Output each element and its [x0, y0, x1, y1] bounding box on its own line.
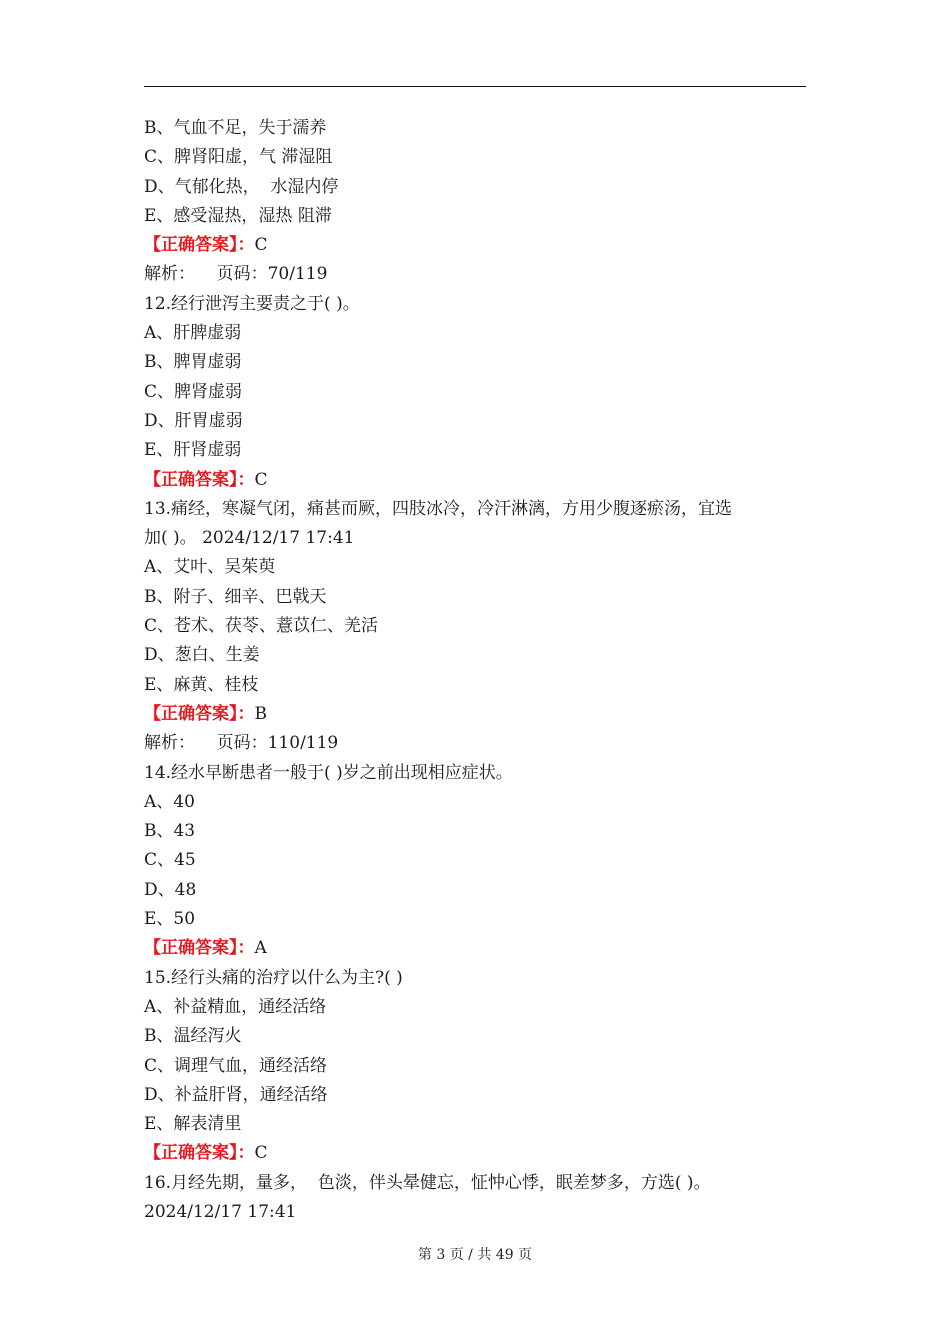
page-footer: 第 3 页 / 共 49 页 — [417, 1247, 533, 1263]
text-line: 15.经行头痛的治疗以什么为主?( ) — [144, 967, 403, 988]
correct-answer-label: 【正确答案】： — [144, 938, 255, 959]
correct-answer-line — [144, 1139, 808, 1168]
correct-answer-value: C — [254, 469, 268, 490]
text-line: 2024/12/17 17:41 — [144, 1201, 297, 1222]
correct-answer-line — [144, 934, 808, 963]
text-line: 12.经行泄泻主要责之于( )。 — [144, 293, 360, 314]
text-line: 14.经水早断患者一般于( )岁之前出现相应症状。 — [144, 762, 513, 783]
correct-answer-label: 【正确答案】： — [144, 1143, 255, 1164]
text-line: A、补益精血，通经活络 — [144, 996, 327, 1017]
text-line: 解析： 页码：70/119 — [144, 264, 328, 285]
correct-answer-value: A — [254, 938, 267, 959]
text-line: D、肝胃虚弱 — [144, 410, 243, 431]
text-line: B、附子、细辛、巴戟天 — [144, 586, 327, 607]
text-line: E、解表清里 — [144, 1114, 242, 1135]
text-line: A、艾叶、吴茱萸 — [144, 557, 276, 578]
correct-answer-value: C — [254, 1143, 268, 1164]
document-body — [144, 114, 808, 1227]
text-line: D、48 — [144, 879, 197, 900]
text-line: A、40 — [144, 791, 195, 812]
text-line: D、补益肝肾，通经活络 — [144, 1084, 328, 1105]
text-line: A、肝脾虚弱 — [144, 323, 242, 344]
text-line: 16.月经先期，量多， 色淡，伴头晕健忘，怔忡心悸，眠差梦多，方选( )。 — [144, 1172, 711, 1193]
text-line: B、脾胃虚弱 — [144, 352, 242, 373]
text-line: C、脾肾阳虚，气 滞湿阻 — [144, 147, 333, 168]
text-line: E、麻黄、桂枝 — [144, 674, 259, 695]
text-line: 13.痛经，寒凝气闭，痛甚而厥，四肢冰冷，冷汗淋漓，方用少腹逐瘀汤，宜选 — [144, 498, 733, 519]
correct-answer-value: B — [254, 703, 267, 724]
text-line: D、葱白、生姜 — [144, 645, 260, 666]
text-line: C、脾肾虚弱 — [144, 381, 243, 402]
header-rule — [144, 86, 806, 87]
correct-answer-line — [144, 231, 808, 260]
correct-answer-label: 【正确答案】： — [144, 469, 255, 490]
text-line: B、温经泻火 — [144, 1026, 242, 1047]
text-line: E、感受湿热，湿热 阻滞 — [144, 205, 332, 226]
text-line: 解析： 页码：110/119 — [144, 733, 339, 754]
text-line: C、45 — [144, 850, 196, 871]
correct-answer-value: C — [254, 235, 268, 256]
correct-answer-label: 【正确答案】： — [144, 703, 255, 724]
correct-answer-line — [144, 466, 808, 495]
text-line: B、气血不足，失于濡养 — [144, 118, 327, 138]
text-line: 加( )。 2024/12/17 17:41 — [144, 528, 355, 549]
text-line: D、气郁化热， 水湿内停 — [144, 176, 339, 197]
text-line: C、调理气血，通经活络 — [144, 1055, 328, 1076]
text-line: E、50 — [144, 909, 196, 930]
text-line: B、43 — [144, 821, 196, 842]
correct-answer-label: 【正确答案】： — [144, 235, 255, 256]
correct-answer-line — [144, 700, 808, 729]
text-line: E、肝肾虚弱 — [144, 440, 242, 461]
text-line: C、苍术、茯苓、薏苡仁、羌活 — [144, 616, 379, 637]
